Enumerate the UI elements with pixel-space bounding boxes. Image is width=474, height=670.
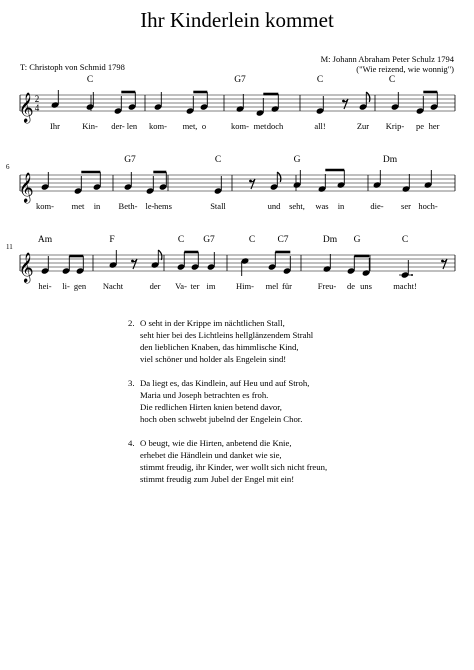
lyric-syllable: Him-: [236, 281, 254, 291]
lyric-syllable: met: [253, 121, 267, 131]
lyric-syllable: hoch-: [418, 201, 438, 211]
lyric-syllable: für: [282, 281, 292, 291]
rest-dot: [342, 100, 345, 103]
lyric-syllable: ter: [190, 281, 200, 291]
lyric-syllable: hei-: [38, 281, 52, 291]
chord-symbol: Dm: [382, 155, 398, 165]
note-flag: [277, 172, 281, 182]
verse-block: [128, 377, 327, 425]
lyric-syllable: der: [149, 281, 161, 291]
lyric-syllable: met: [71, 201, 85, 211]
rest-dot: [441, 260, 444, 263]
chord-symbol: C: [388, 75, 396, 85]
lyric-syllable: im: [206, 281, 216, 291]
lyric-syllable: hems: [154, 201, 172, 211]
chord-symbol: C: [401, 235, 409, 245]
verse-line: seht hier bei des Lichtleins hellglänzendem Strahl: [140, 330, 314, 340]
tune-name: ("Wie reizend, wie wonnig"): [356, 64, 454, 74]
chord-symbol: G7: [234, 75, 246, 85]
verse-line: viel schöner und holder als Engelein sind!: [140, 354, 287, 364]
treble-clef-icon: 𝄞: [18, 93, 34, 122]
lyric-syllable: und: [267, 201, 281, 211]
chord-symbol: G7: [203, 235, 215, 245]
lyric-syllable: mel: [265, 281, 279, 291]
measure-number: 6: [6, 163, 10, 171]
verse-line: O seht in der Krippe im nächtlichen Stall,: [140, 318, 285, 328]
lyric-syllable: uns: [360, 281, 372, 291]
lyric-syllable: li-: [62, 281, 70, 291]
chord-symbol: C: [316, 75, 324, 85]
lyric-syllable: in: [337, 201, 345, 211]
rest-dot: [249, 180, 252, 183]
verse-line: erhebet die Händlein und danket wie sie,: [140, 450, 282, 460]
verse-line: stimmt freudig zum Jubel der Engel mit ein!: [140, 474, 295, 484]
lyric-syllable: all!: [314, 121, 326, 131]
rest-dot: [131, 260, 134, 263]
lyric-syllable: Beth-: [118, 201, 138, 211]
chord-symbol: G: [353, 235, 361, 245]
lyric-syllable: Zur: [356, 121, 370, 131]
lyric-syllable: met,: [182, 121, 198, 131]
chord-symbol: G: [293, 155, 301, 165]
music-score: [0, 0, 474, 300]
lyricist-credit: T: Christoph von Schmid 1798: [20, 62, 125, 72]
verse-number: 3.: [128, 378, 135, 388]
verse-line: den lieblichen Knaben, das himmlische Kind,: [140, 342, 299, 352]
chord-symbol: C: [248, 235, 256, 245]
time-signature-bottom: 4: [34, 103, 40, 113]
additional-verses: [128, 317, 327, 497]
lyric-syllable: len: [126, 121, 138, 131]
chord-symbol: Am: [37, 235, 53, 245]
verse-block: [128, 437, 327, 485]
note-flag: [366, 92, 370, 102]
lyric-syllable: her: [428, 121, 440, 131]
lyric-syllable: pe: [415, 121, 425, 131]
lyric-syllable: kom-: [149, 121, 167, 131]
lyric-syllable: le-: [145, 201, 155, 211]
lyric-syllable: ser: [401, 201, 411, 211]
chord-symbol: C7: [277, 235, 289, 245]
song-title: Ihr Kinderlein kommet: [140, 8, 334, 32]
lyric-syllable: Freu-: [317, 281, 337, 291]
measure-number: 11: [6, 243, 13, 251]
verse-line: Die redlichen Hirten knien betend davor,: [140, 402, 282, 412]
chord-symbol: G7: [124, 155, 136, 165]
lyric-syllable: Ihr: [50, 121, 60, 131]
lyric-syllable: der-: [111, 121, 125, 131]
lyric-syllable: kom-: [36, 201, 54, 211]
composer-credit: M: Johann Abraham Peter Schulz 1794: [320, 54, 454, 64]
chord-symbol: C: [86, 75, 94, 85]
chord-symbol: C: [177, 235, 185, 245]
lyric-syllable: Nacht: [102, 281, 124, 291]
verse-number: 2.: [128, 318, 135, 328]
lyric-syllable: Krip-: [385, 121, 405, 131]
lyric-syllable: kom-: [231, 121, 249, 131]
verse-line: Maria und Joseph betrachten es froh.: [140, 390, 269, 400]
lyric-syllable: seht,: [289, 201, 305, 211]
lyric-syllable: die-: [370, 201, 384, 211]
verse-block: [128, 317, 327, 365]
verse-line: hoch oben schwebt jubelnd der Engelein Chor.: [140, 414, 303, 424]
lyric-syllable: doch: [266, 121, 284, 131]
lyric-syllable: Va-: [175, 281, 187, 291]
verse-number: 4.: [128, 438, 135, 448]
lyric-syllable: o: [201, 121, 207, 131]
lyric-syllable: macht!: [393, 281, 417, 291]
lyric-syllable: was: [315, 201, 329, 211]
verse-line: Da liegt es, das Kindlein, auf Heu und auf Stroh,: [140, 378, 310, 388]
lyric-syllable: Kin-: [82, 121, 98, 131]
lyric-syllable: gen: [73, 281, 87, 291]
lyric-syllable: Stall: [210, 201, 226, 211]
chord-symbol: F: [109, 235, 115, 245]
lyric-syllable: de: [346, 281, 356, 291]
lyric-syllable: in: [93, 201, 101, 211]
treble-clef-icon: 𝄞: [18, 173, 34, 202]
verse-line: stimmt freudig, ihr Kinder, wer wollt sich nicht freun,: [140, 462, 328, 472]
time-signature-top: 2: [34, 94, 40, 104]
verse-line: O beugt, wie die Hirten, anbetend die Knie,: [140, 438, 292, 448]
chord-symbol: C: [214, 155, 222, 165]
dot: [411, 274, 413, 276]
treble-clef-icon: 𝄞: [18, 253, 34, 282]
chord-symbol: Dm: [322, 235, 338, 245]
